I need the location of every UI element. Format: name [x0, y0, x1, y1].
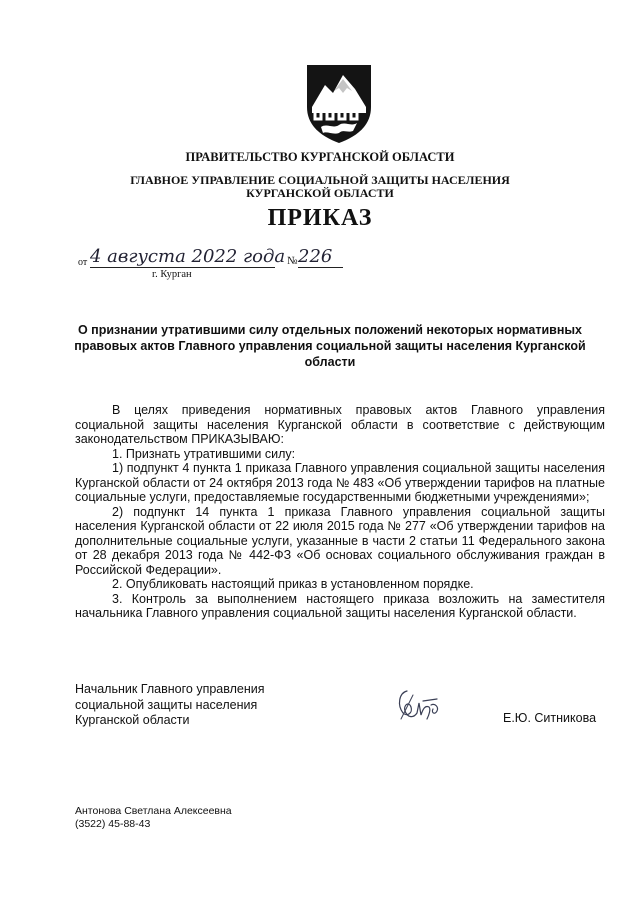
- order-date-handwritten: 4 августа 2022 года: [90, 246, 286, 267]
- executor-phone: (3522) 45-88-43: [75, 818, 151, 830]
- signatory-position-line3: Курганской области: [75, 713, 190, 727]
- signatory-position-line2: социальной защиты населения: [75, 697, 258, 712]
- body-paragraph-preamble: В целях приведения нормативных правовых актов Главного управления социальной защиты населения Курганской области в соответствие с действующим законодательством ПРИКАЗЫВАЮ:: [75, 403, 605, 446]
- order-body: [75, 403, 605, 621]
- order-number-label: №: [287, 255, 298, 267]
- department-name-line2: КУРГАНСКОЙ ОБЛАСТИ: [246, 186, 394, 200]
- executor-name: Антонова Светлана Алексеевна: [75, 805, 232, 817]
- coat-of-arms-icon: [303, 63, 375, 145]
- body-paragraph-subitem-2: 2) подпункт 14 пункта 1 приказа Главного управления социальной защиты населения Курганской области от 22 июля 2015 года № 277 «Об утверждении тарифов на дополнительные социальные услуги, указанные в части 2 статьи 11 Федерального закона от 28 декабря 2013 года № 442-ФЗ «Об основах социального обслуживания граждан в Российской Федерации».: [75, 504, 605, 577]
- body-paragraph-item-1: 1. Признать утратившими силу:: [112, 446, 296, 461]
- body-paragraph-subitem-1: 1) подпункт 4 пункта 1 приказа Главного управления социальной защиты населения Курганской области от 24 октября 2013 года № 483 «Об утверждении тарифов на платные социальные услуги, предоставляемые государственными бюджетными учреждениями»;: [75, 461, 605, 504]
- department-name-line1: ГЛАВНОЕ УПРАВЛЕНИЕ СОЦИАЛЬНОЙ ЗАЩИТЫ НАСЕЛЕНИЯ: [130, 173, 510, 187]
- city-label: г. Курган: [152, 269, 192, 280]
- handwritten-signature-icon: [393, 683, 445, 723]
- executor-info: [75, 805, 232, 831]
- document-type-title: ПРИКАЗ: [267, 205, 373, 231]
- signatory-name: Е.Ю. Ситникова: [503, 711, 597, 725]
- government-name: ПРАВИТЕЛЬСТВО КУРГАНСКОЙ ОБЛАСТИ: [185, 150, 455, 164]
- order-subject: О признании утратившими силу отдельных положений некоторых нормативных правовых актов Главного управления социальной защиты населения Курганской области: [74, 323, 586, 369]
- date-from-label: от: [78, 257, 88, 268]
- signatory-position: [75, 682, 265, 729]
- body-paragraph-item-2: 2. Опубликовать настоящий приказ в установленном порядке.: [112, 577, 474, 591]
- signatory-position-line1: Начальник Главного управления: [75, 682, 265, 696]
- body-paragraph-item-3: 3. Контроль за выполнением настоящего приказа возложить на заместителя начальника Главного управления социальной защиты населения Курганской области.: [75, 591, 605, 620]
- order-number-handwritten: 226: [298, 246, 343, 268]
